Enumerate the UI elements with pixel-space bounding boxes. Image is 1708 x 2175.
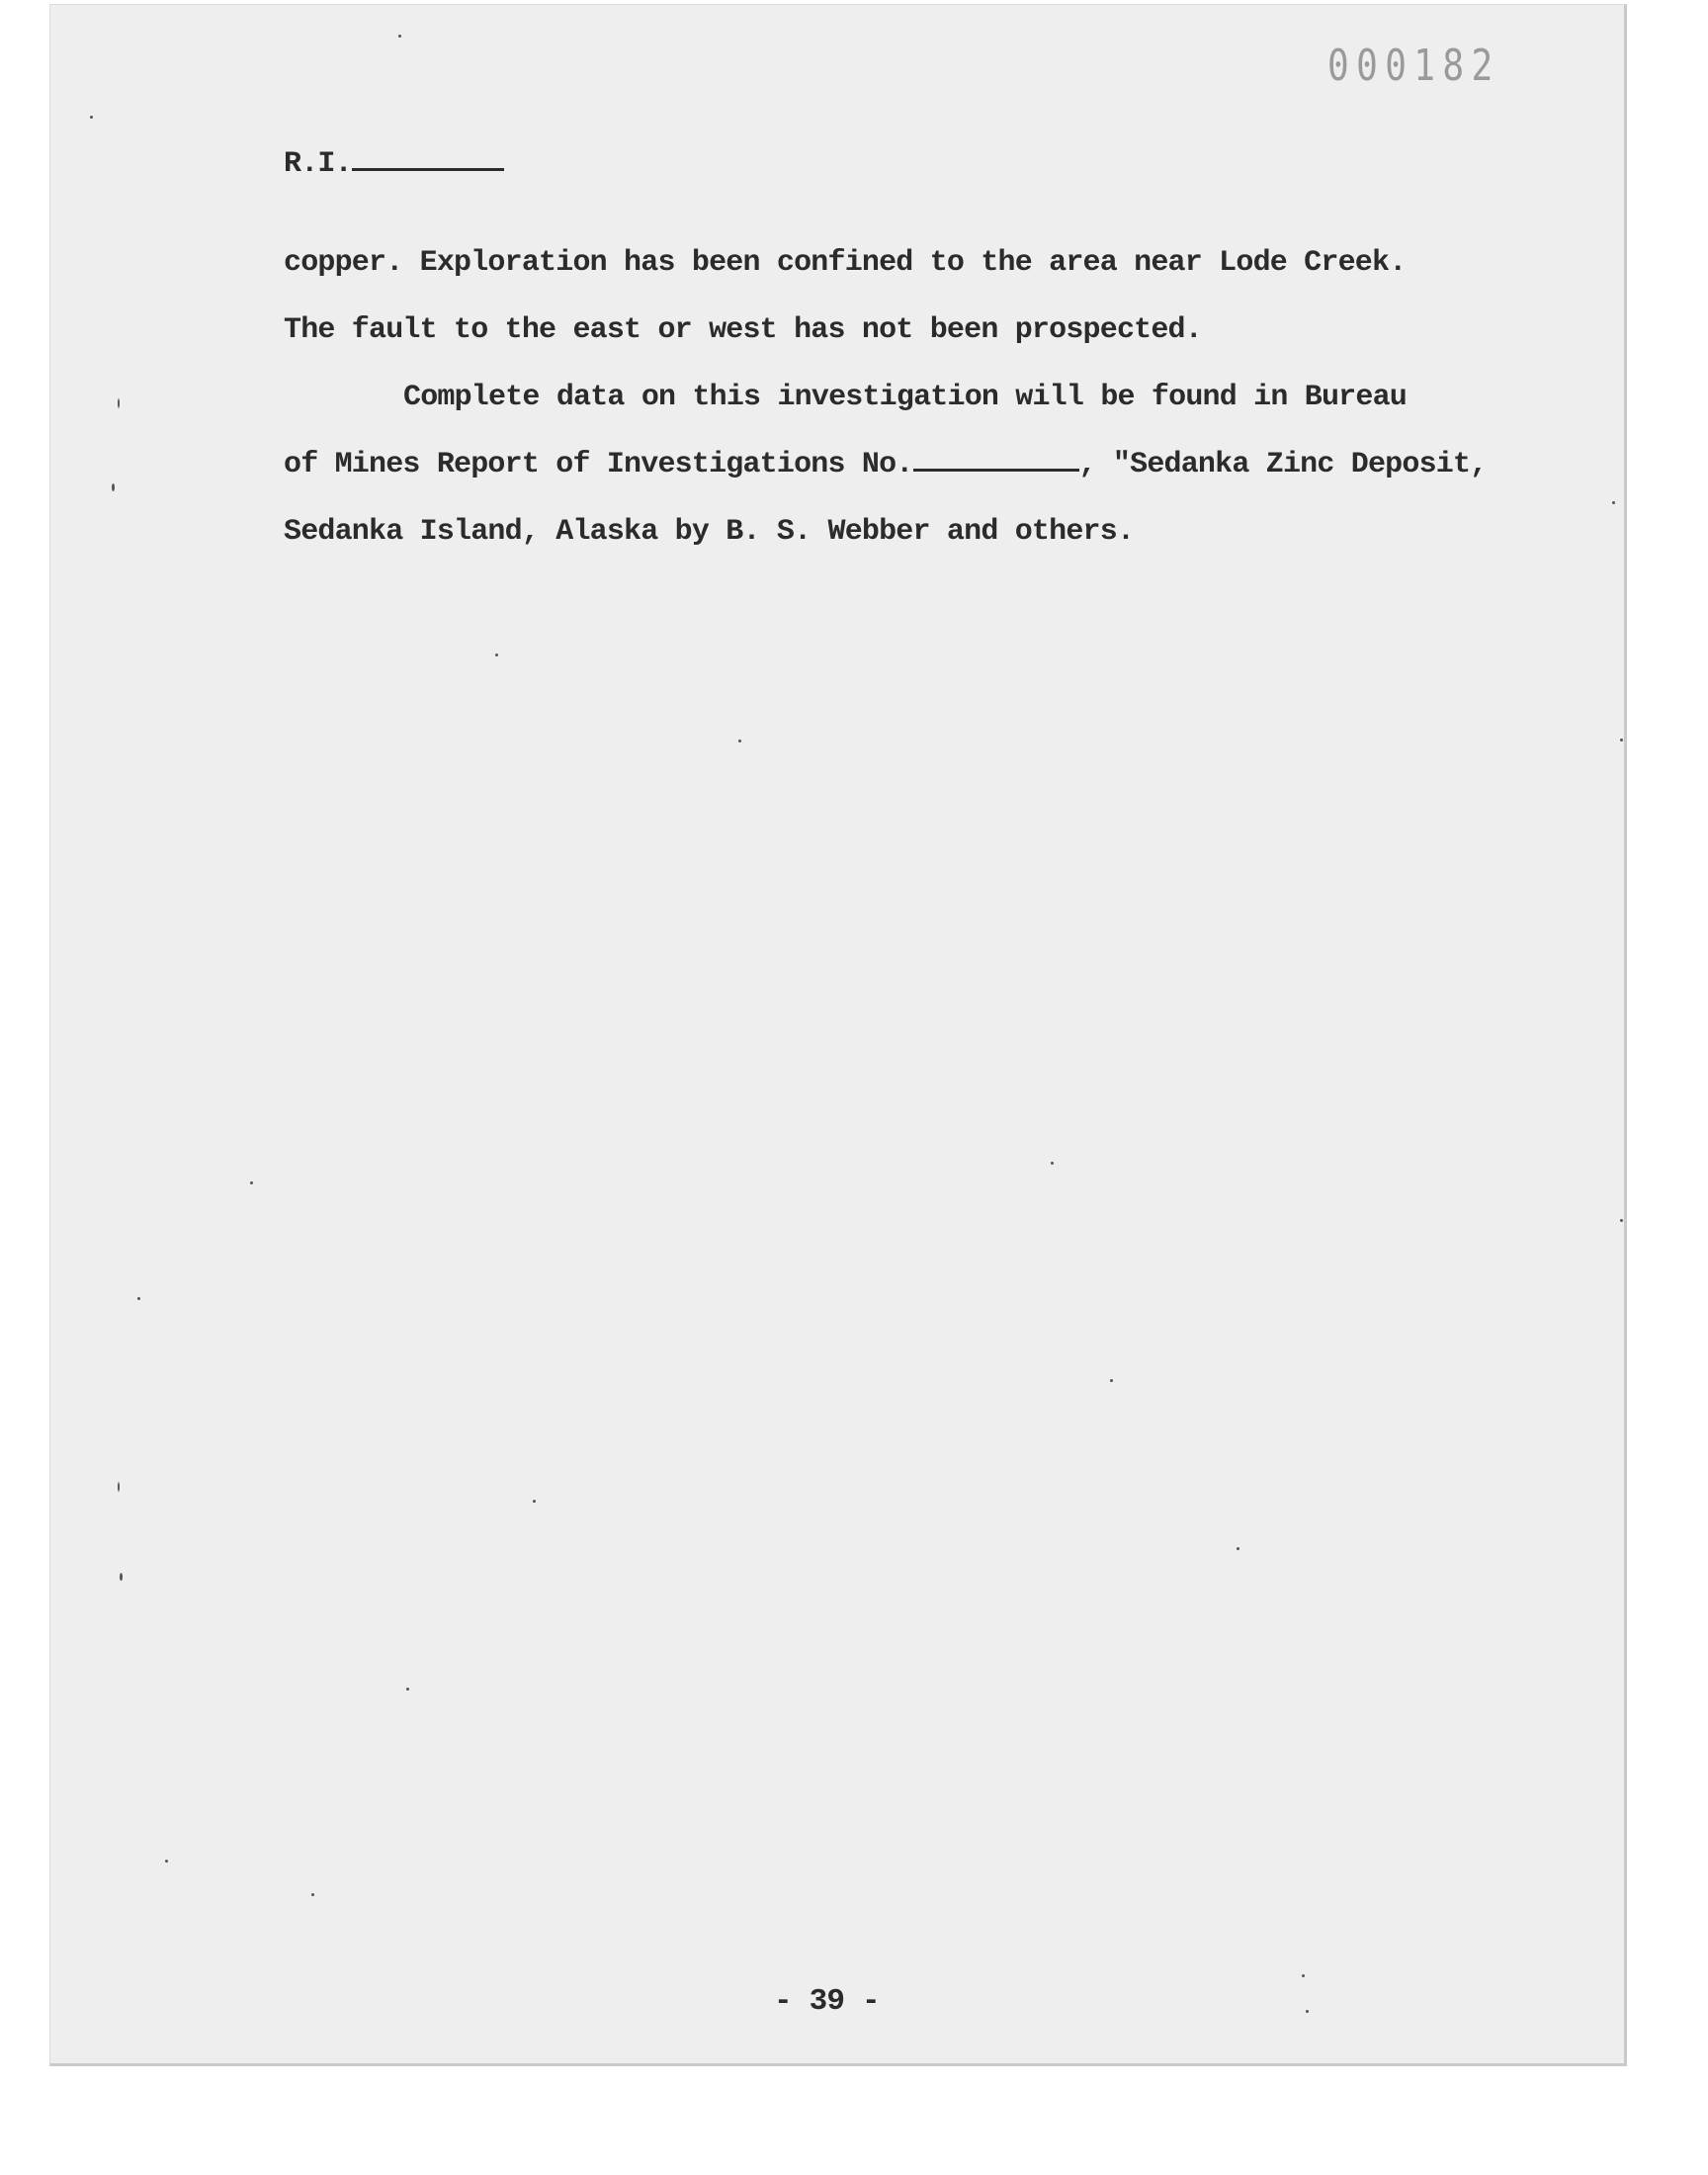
body-line-4-start: of Mines Report of Investigations No. — [284, 448, 913, 481]
report-id-line — [284, 147, 504, 181]
body-line-4-end: , "Sedanka Zinc Deposit, — [1078, 448, 1488, 481]
scan-speck — [1051, 1162, 1054, 1165]
document-stamp-number: 000182 — [1327, 41, 1500, 91]
report-id-blank — [352, 168, 504, 171]
report-id-label: R.I. — [284, 147, 352, 181]
scan-speck — [311, 1893, 314, 1896]
scan-speck — [112, 483, 115, 491]
scan-speck — [533, 1500, 536, 1503]
scan-speck — [1620, 1219, 1623, 1222]
scan-speck — [495, 653, 498, 656]
scan-speck — [250, 1181, 253, 1184]
scan-speck — [137, 1297, 140, 1300]
scan-speck — [120, 1573, 123, 1581]
scan-speck — [1620, 739, 1623, 741]
document-page — [49, 4, 1627, 2066]
scan-speck — [1302, 1974, 1305, 1977]
scan-speck — [90, 116, 93, 119]
scan-speck — [118, 398, 120, 408]
scan-speck — [118, 1482, 120, 1492]
investigation-number-blank — [913, 469, 1079, 472]
scan-speck — [165, 1860, 168, 1863]
scan-speck — [1306, 2010, 1309, 2013]
body-line-3: Complete data on this investigation will be found in Bureau — [403, 381, 1407, 414]
scan-speck — [1612, 501, 1615, 504]
scan-speck — [406, 1688, 409, 1691]
body-line-4 — [284, 448, 1487, 481]
body-line-1: copper. Exploration has been confined to the area near Lode Creek. — [284, 246, 1407, 280]
body-line-2: The fault to the east or west has not been prospected. — [284, 313, 1202, 347]
scan-speck — [398, 35, 401, 38]
page-number: - 39 - — [774, 1984, 880, 2019]
scan-speck — [1110, 1379, 1113, 1382]
scan-speck — [1237, 1547, 1239, 1550]
body-line-5: Sedanka Island, Alaska by B. S. Webber and others. — [284, 515, 1135, 549]
scan-speck — [738, 740, 741, 742]
